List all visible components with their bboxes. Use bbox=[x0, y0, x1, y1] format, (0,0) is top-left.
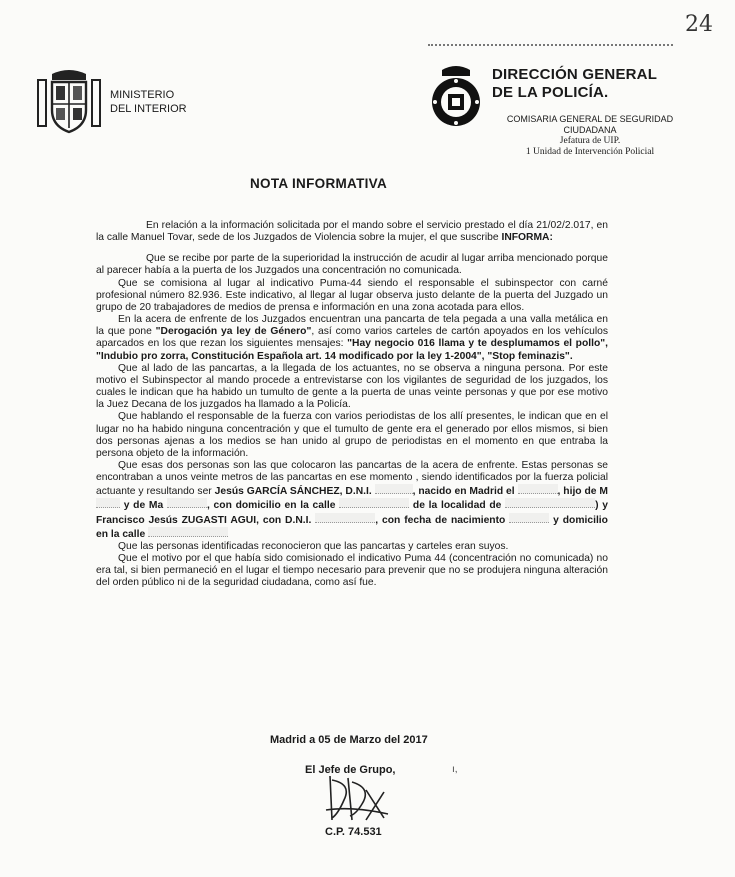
locality-text: de la localidad de bbox=[412, 500, 502, 512]
address-text-2: y domicilio en la calle bbox=[96, 514, 608, 540]
informa-keyword: INFORMA: bbox=[501, 232, 553, 244]
banners-text-2: , así como varios carteles de cartón apoyados en los vehículos aparcados en los que rezan los siguientes mensajes: bbox=[96, 326, 609, 350]
paragraph-instruction: Que se recibe por parte de la superioridad la instrucción de acudir al lugar arriba mencionado porque al parecer había a la puerta de los Juzgados una concentración no comunicada. bbox=[96, 253, 608, 277]
intro-text: En relación a la información solicitada por el mando sobre el servicio prestado el día 21/02/2.017, en la calle Manuel Tovar, sede de los Juzgados de Violencia sobre la mujer, el que suscribe bbox=[96, 220, 608, 244]
redacted-field bbox=[518, 484, 558, 494]
police-title-line-2: DE LA POLICÍA. bbox=[492, 84, 609, 101]
paragraph-commission: Que se comisiona al lugar al indicativo Puma-44 siendo el responsable el subinspector con carné profesional número 82.936. Este indicativo, al llegar al lugar observa justo delante de la puerta del Juzgado un grupo de 20 trabajadores de medios de prensa e información en una zona acotada para ellos. bbox=[96, 277, 608, 313]
page-number: 24 bbox=[685, 12, 713, 37]
police-title-line-1: DIRECCIÓN GENERAL bbox=[492, 66, 658, 83]
father-text: , hijo de M bbox=[557, 486, 608, 498]
police-subunit bbox=[500, 114, 680, 158]
report-body bbox=[96, 220, 608, 590]
ministry-line-2: DEL INTERIOR bbox=[110, 103, 187, 115]
police-sub-line-4: 1 Unidad de Intervención Policial bbox=[525, 147, 655, 157]
signer-role: El Jefe de Grupo, bbox=[305, 764, 396, 776]
redacted-field bbox=[148, 527, 228, 537]
police-sub-line-2: CIUDADANA bbox=[563, 125, 617, 135]
redacted-field bbox=[315, 513, 375, 523]
redacted-field bbox=[375, 484, 413, 494]
mother-text: y de Ma bbox=[123, 500, 164, 512]
ministry-line-1: MINISTERIO bbox=[110, 89, 175, 101]
redacted-field bbox=[509, 513, 549, 523]
police-emblem-icon bbox=[428, 64, 484, 128]
birth-text: , nacido en Madrid el bbox=[412, 486, 515, 498]
redacted-field bbox=[339, 498, 409, 508]
police-sub-line-1: COMISARIA GENERAL DE SEGURIDAD bbox=[506, 114, 674, 124]
document-title: NOTA INFORMATIVA bbox=[250, 176, 388, 191]
paragraph-journalists: Que hablando el responsable de la fuerza con varios periodistas de los allí presentes, le indican que en el lugar no ha habido ninguna concentración y que el tumulto de gente era el generado por ellos mismos, si bien dos personas ajenas a los medios se han unido al grupo de periodistas en el momento en que entraba la persona objeto de la información. bbox=[96, 411, 608, 459]
identification-text: Que esas dos personas son las que colocaron las pancartas de la acera de enfrente. Estas personas se encontraban a unos veinte metros de las pancartas en ese momento , siendo identificados por la fuerza policial actuante y resultando ser bbox=[96, 459, 608, 498]
police-sub-line-3: Jefatura de UIP. bbox=[559, 136, 621, 146]
redacted-field bbox=[96, 498, 120, 508]
badge-number: C.P. 74.531 bbox=[325, 826, 382, 838]
spain-coat-of-arms-icon bbox=[34, 66, 104, 136]
redacted-field bbox=[505, 498, 595, 508]
ministry-name bbox=[110, 88, 187, 116]
birthdate-text: , con fecha de nacimiento bbox=[375, 514, 506, 526]
paragraph-banners bbox=[96, 314, 608, 363]
banner-quote: "Derogación ya ley de Género" bbox=[155, 326, 312, 338]
paragraph-guards: Que al lado de las pancartas, a la llegada de los actuantes, no se observa a ninguna persona. Por este motivo el Subinspector al mando procede a entrevistarse con los vigilantes de seguridad de los juzgados, los cuales le indican que ha habido un tumulto de gente a la puerta de unas veinte personas y que por ese motivo la Juez Decana de los juzgados ha llamado a la Policía. bbox=[96, 362, 608, 411]
person-1-name: Jesús GARCÍA SÁNCHEZ, D.N.I. bbox=[214, 486, 372, 498]
paragraph-intro bbox=[96, 220, 608, 244]
signature-date: Madrid a 05 de Marzo del 2017 bbox=[270, 734, 428, 746]
banners-text-1: En la acera de enfrente de los Juzgados encuentran una pancarta de tela pegada a una valla metálica en la que pone bbox=[96, 314, 608, 338]
person-2-name: ) y Francisco Jesús ZUGASTI AGUI, con D.N.I. bbox=[96, 500, 608, 526]
paragraph-admission: Que las personas identificadas reconocieron que las pancartas y carteles eran suyos. bbox=[118, 540, 509, 552]
paragraph-identification bbox=[96, 460, 608, 541]
paragraph-conclusion: Que el motivo por el que había sido comisionado el indicativo Puma 44 (concentración no comunicada) no era tal, si bien permaneció en el lugar el tiempo necesario para prevenir que no se produjera ninguna alteración del orden público ni de la seguridad ciudadana, como así fue. bbox=[96, 553, 608, 589]
police-directorate-title bbox=[492, 66, 657, 102]
fax-header-stamp bbox=[428, 44, 673, 53]
margin-mark: ı, bbox=[452, 764, 458, 775]
handwritten-signature bbox=[322, 770, 392, 826]
redacted-field bbox=[167, 498, 207, 508]
sign-quotes: "Hay negocio 016 llama y te desplumamos el pollo", "Indubio pro zorra, Constitución Española art. 14 modificado por la ley 1-2004", "Stop feminazis". bbox=[96, 338, 609, 362]
address-text: , con domicilio en la calle bbox=[206, 500, 336, 512]
